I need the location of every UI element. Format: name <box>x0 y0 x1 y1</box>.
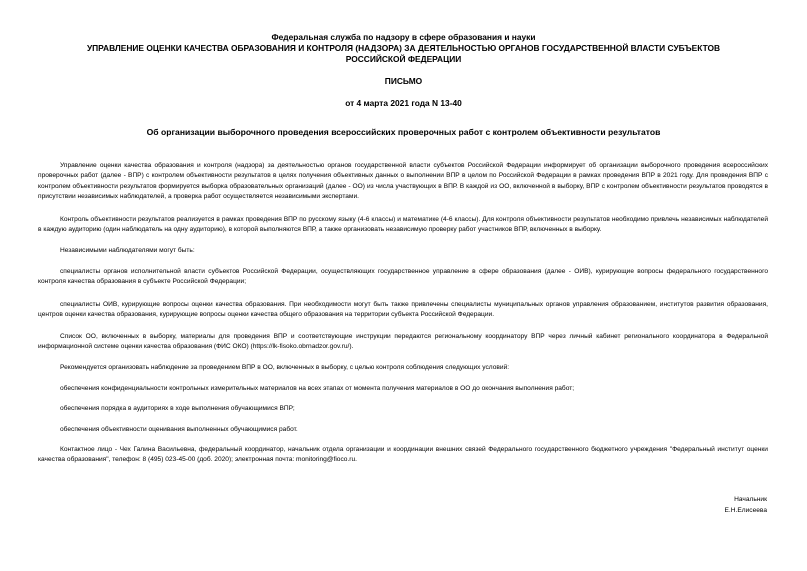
paragraph-condition-confidentiality: обеспечения конфиденциальности контрольных измерительных материалов на всех этапах от момента получения материалов в ОО до окончания выполнения работ; <box>60 385 575 392</box>
paragraph-contact: Контактное лицо - Чех Галина Васильевна, федеральный координатор, начальник отдела организации и координации внешних связей Федерального государственного бюджетного учреждения "Федеральный институт оценки качества образования", телефон: 8 (495) 023-45-00 (доб. 2020); электронная почта: monitoring@fioco.ru. <box>38 446 768 464</box>
document-type: ПИСЬМО <box>384 76 423 86</box>
signature-position: Начальник <box>734 496 767 503</box>
paragraph-condition-objectivity: обеспечения объективности оценивания выполненных обучающимися работ. <box>60 426 298 433</box>
department-name-continued: РОССИЙСКОЙ ФЕДЕРАЦИИ <box>345 54 462 64</box>
paragraph-observers-heading: Независимыми наблюдателями могут быть: <box>60 247 195 254</box>
document-date-number: от 4 марта 2021 года N 13-40 <box>345 98 462 108</box>
paragraph-condition-order: обеспечения порядка в аудиториях в ходе выполнения обучающимися ВПР; <box>60 405 295 412</box>
paragraph-observers-specialists: специалисты ОИВ, курирующие вопросы оценки качества образования. При необходимости могут быть также привлечены специалисты муниципальных органов управления образованием, институтов развития образования, центров оценки качества образования, курирующие вопросы оценки качества общего образования на территории субъекта Российской Федерации. <box>38 301 768 319</box>
paragraph-control: Контроль объективности результатов реализуется в рамках проведения ВПР по русскому языку (4-6 классы) и математике (4-6 классы). Для контроля объективности результатов необходимо привлечь независимых наблюдателей в каждую аудиторию (один наблюдатель на одну аудиторию), в которой выполняются ВПР, а также организовать независимую проверку работ участников ВПР, включенных в выборку. <box>38 216 768 234</box>
department-name: УПРАВЛЕНИЕ ОЦЕНКИ КАЧЕСТВА ОБРАЗОВАНИЯ И КОНТРОЛЯ (НАДЗОРА) ЗА ДЕЯТЕЛЬНОСТЬЮ ОРГАНОВ ГОСУДАРСТВЕННОЙ ВЛАСТИ СУБЪЕКТОВ <box>86 43 721 53</box>
signature-name: Е.Н.Елисеева <box>724 507 767 514</box>
document-title: Об организации выборочного проведения всероссийских проверочных работ с контролем объективности результатов <box>146 127 661 137</box>
paragraph-schools-list: Список ОО, включенных в выборку, материалы для проведения ВПР и соответствующие инструкции передаются региональному координатору ВПР через личный кабинет регионального координатора в Федеральной информационной системе оценки качества образования (ФИС ОКО) (https://lk-fisoko.obrnadzor.gov.ru/). <box>38 333 768 351</box>
paragraph-recommendation: Рекомендуется организовать наблюдение за проведением ВПР в ОО, включенных в выборку, с целью контроля соблюдения следующих условий: <box>60 364 510 371</box>
agency-name: Федеральная служба по надзору в сфере образования и науки <box>271 32 536 42</box>
paragraph-intro: Управление оценки качества образования и контроля (надзора) за деятельностью органов государственной власти субъектов Российской Федерации информирует об организации выборочного проведения всероссийских проверочных работ (далее - ВПР) с контролем объективности результатов в целях получения объективных данных о выполнении ВПР в целом по Российской Федерации в рамках проведения ВПР в 2021 году. Для проведения ВПР с контролем объективности результатов формируется выборка образовательных организаций (далее - ОО) из числа участвующих в ВПР. В каждой из ОО, включенной в выборку, ВПР с контролем объективности результатов проводятся в присутствии независимых наблюдателей, а проверка работ осуществляется независимыми экспертами. <box>38 162 768 201</box>
paragraph-observers-oiv: специалисты органов исполнительной власти субъектов Российской Федерации, осуществляющих государственное управление в сфере образования (далее - ОИВ), курирующие вопросы федерального государственного контроля качества образования в субъекте Российской Федерации; <box>38 268 768 286</box>
